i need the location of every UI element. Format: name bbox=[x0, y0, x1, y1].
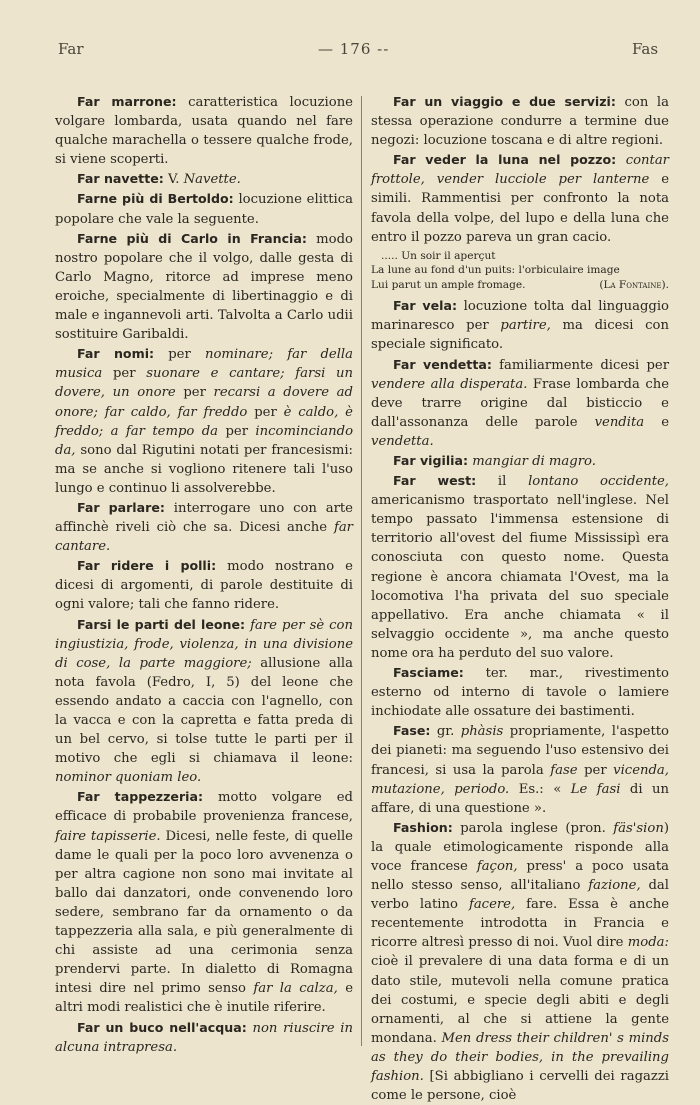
entry-headword: Far vela: bbox=[393, 298, 458, 314]
entry-headword: Far veder la luna nel pozzo: bbox=[393, 152, 617, 168]
entry-definition: V. Navette. bbox=[163, 172, 241, 188]
entry-headword: Farne più di Carlo in Francia: bbox=[77, 230, 307, 246]
entry-headword: Fase: bbox=[393, 723, 431, 739]
dictionary-entry bbox=[55, 229, 353, 345]
left-column bbox=[55, 92, 353, 1057]
dictionary-entry bbox=[55, 344, 353, 498]
quote-line-3: Lui parut un ample fromage. bbox=[371, 278, 526, 291]
entry-headword: Far un buco nell'acqua: bbox=[77, 1019, 247, 1035]
entry-definition: per nominare; far della musica per suonare e cantare; farsi un dovere, un onore per recarsi a dovere ad onore; far caldo, far freddo per è caldo, è freddo; a far tempo da per incominciando da, sono dal Rigutini notati per francesismi: ma se anche si vogliono ritenere tali l'uso lungo e continuo li assolverebbe. bbox=[55, 347, 354, 496]
entry-headword: Far west: bbox=[393, 473, 477, 489]
entry-headword: Far vendetta: bbox=[393, 356, 492, 372]
entry-headword: Far ridere i polli: bbox=[77, 558, 217, 574]
dictionary-entry bbox=[55, 498, 353, 556]
entry-definition: familiarmente dicesi per vendere alla disperata. Frase lombarda che deve trarre origine dal bisticcio e dall'assonanza delle parole vendita e vendetta. bbox=[371, 357, 669, 449]
entry-definition: interrogare uno con arte affinchè riveli ciò che sa. Dicesi anche far cantare. bbox=[55, 500, 353, 555]
dictionary-entry bbox=[371, 663, 669, 721]
quote-line-2: La lune au fond d'un puits: l'orbiculaire image bbox=[371, 264, 620, 277]
dictionary-entry bbox=[55, 556, 353, 614]
entry-definition: modo nostro popolare che il volgo, dalle gesta di Carlo Magno, ritorce ad imprese meno eroiche, specialmente di libertinaggio e di male e ingannevoli arti. Talvolta a Carlo udii sostituire Garibaldi. bbox=[55, 231, 353, 343]
entry-headword: Farsi le parti del leone: bbox=[77, 616, 246, 632]
dictionary-entry bbox=[371, 818, 669, 1105]
entry-definition: contar frottole, vender lucciole per lanterne e simili. Rammentisi per confronto la nota favola della volpe, del lupo e della luna che entro il pozzo pareva un gran cacio. bbox=[371, 153, 670, 245]
dictionary-entry bbox=[371, 471, 669, 663]
dictionary-entry bbox=[55, 92, 353, 169]
page-number: — 176 -- bbox=[318, 40, 390, 58]
dictionary-entry bbox=[371, 150, 669, 246]
entry-definition: fare per sè con ingiustizia, frode, violenza, in una divisione di cose, la parte maggiore; allusione alla nota favola (Fedro, I, 5) del leone che essendo andato a caccia con l'agnello, con la vacca e con la capretta e fatta preda di un bel cervo, si tolse tutte le parti per il motivo che egli si chiamava il leone: nominor quoniam leo. bbox=[55, 617, 353, 786]
entry-definition: mangiar di magro. bbox=[472, 454, 596, 469]
entry-definition: il lontano occidente, americanismo trasportato nell'inglese. Nel tempo passato l'immensa estensione di territorio all'ovest del fiume Mississipì era conosciuta con questo nome. Questa regione è ancora chiamata l'Ovest, ma la locomotiva l'ha privata del suo speciale appellativo. Era anche chiamata « il selvaggio occidente », ma anche questo nome ora ha perduto del suo valore. bbox=[371, 474, 669, 661]
dictionary-entry bbox=[371, 451, 669, 471]
entry-headword: Fasciame: bbox=[393, 665, 464, 681]
entry-headword: Far parlare: bbox=[77, 499, 165, 515]
entry-headword: Far tappezzeria: bbox=[77, 789, 204, 805]
header-left-word: Far bbox=[58, 40, 84, 58]
dictionary-entry bbox=[371, 355, 669, 451]
dictionary-entry bbox=[371, 92, 669, 150]
right-column bbox=[371, 92, 669, 1105]
dictionary-entry bbox=[55, 169, 353, 189]
header-right-word: Fas bbox=[632, 40, 659, 58]
dictionary-entry bbox=[371, 721, 669, 817]
dictionary-entry bbox=[371, 296, 669, 354]
dictionary-entry bbox=[55, 787, 353, 1017]
entry-definition: locuzione elittica popolare che vale la seguente. bbox=[55, 192, 353, 227]
entry-definition: ter. mar., rivestimento esterno od interno di tavole o lamiere inchiodate alle ossature dei bastimenti. bbox=[371, 666, 669, 720]
entry-definition: non riuscire in alcuna intrapresa. bbox=[55, 1020, 353, 1055]
running-header bbox=[0, 40, 700, 64]
entry-headword: Farne più di Bertoldo: bbox=[77, 191, 234, 207]
block-quote bbox=[371, 249, 669, 293]
entry-headword: Fashion: bbox=[393, 819, 453, 835]
dictionary-entry bbox=[55, 1018, 353, 1057]
entry-definition: modo nostrano e dicesi di argomenti, di parole destituite di ogni valore; tali che fanno ridere. bbox=[55, 559, 353, 613]
entry-headword: Far marrone: bbox=[77, 94, 177, 109]
entry-definition: locuzione tolta dal linguaggio marinaresco per partire, ma dicesi con speciale significato. bbox=[371, 299, 669, 353]
dictionary-entry bbox=[55, 615, 353, 788]
entry-headword: Far un viaggio e due servizi: bbox=[393, 94, 616, 109]
entry-definition: caratteristica locuzione volgare lombarda, usata quando nel fare qualche marachella o tessere qualche frode, si viene scoperti. bbox=[55, 95, 353, 168]
quote-attribution: (La Fontaine). bbox=[599, 278, 669, 291]
column-divider bbox=[361, 96, 362, 1046]
entry-headword: Far vigilia: bbox=[393, 453, 468, 468]
entry-definition: con la stessa operazione condurre a termine due negozi: locuzione toscana e di altre regioni. bbox=[371, 95, 669, 149]
dictionary-entry bbox=[55, 189, 353, 228]
quote-line-1: ..... Un soir il aperçut bbox=[381, 249, 496, 262]
entry-definition: motto volgare ed efficace di probabile provenienza francese, faire tapisserie. Dicesi, nelle feste, di quelle dame le quali per la poco loro avvenenza o per altra cagione non sono mai invitate al ballo dai danzatori, onde convenendo loro sedere, sembrano far da ornamento o da tappezzeria alla sala, e più generalmente di chi assiste ad una cerimonia senza prendervi parte. In dialetto di Romagna intesi dire nel primo senso far la calza, e altri modi realistici che è inutile riferire. bbox=[55, 790, 354, 1016]
entry-headword: Far nomi: bbox=[77, 346, 155, 362]
entry-definition: parola inglese (pron. fäs'sion) la quale etimologicamente risponde alla voce francese façon, press' a poco usata nello stesso senso, all'italiano fazione, dal verbo latino facere, fare. Essa è anche recentemente introdotta in Francia e ricorre altresì presso di noi. Vuol dire moda: cioè il prevalere di una data forma e di un dato stile, mutevoli nella comune pratica dei costumi, e specie degli abiti e degli ornamenti, al che si attiene la gente mondana. Men dress their children' s minds as they do their bodies, in the prevailing fashion. [Si abbigliano i cervelli dei ragazzi come le persone, cioè bbox=[371, 820, 670, 1104]
entry-definition: gr. phàsis propriamente, l'aspetto dei pianeti: ma seguendo l'uso estensivo dei francesi, si usa la parola fase per vicenda, mutazione, periodo. Es.: « Le fasi di un affare, di una questione ». bbox=[371, 724, 670, 816]
entry-headword: Far navette: bbox=[77, 171, 164, 187]
